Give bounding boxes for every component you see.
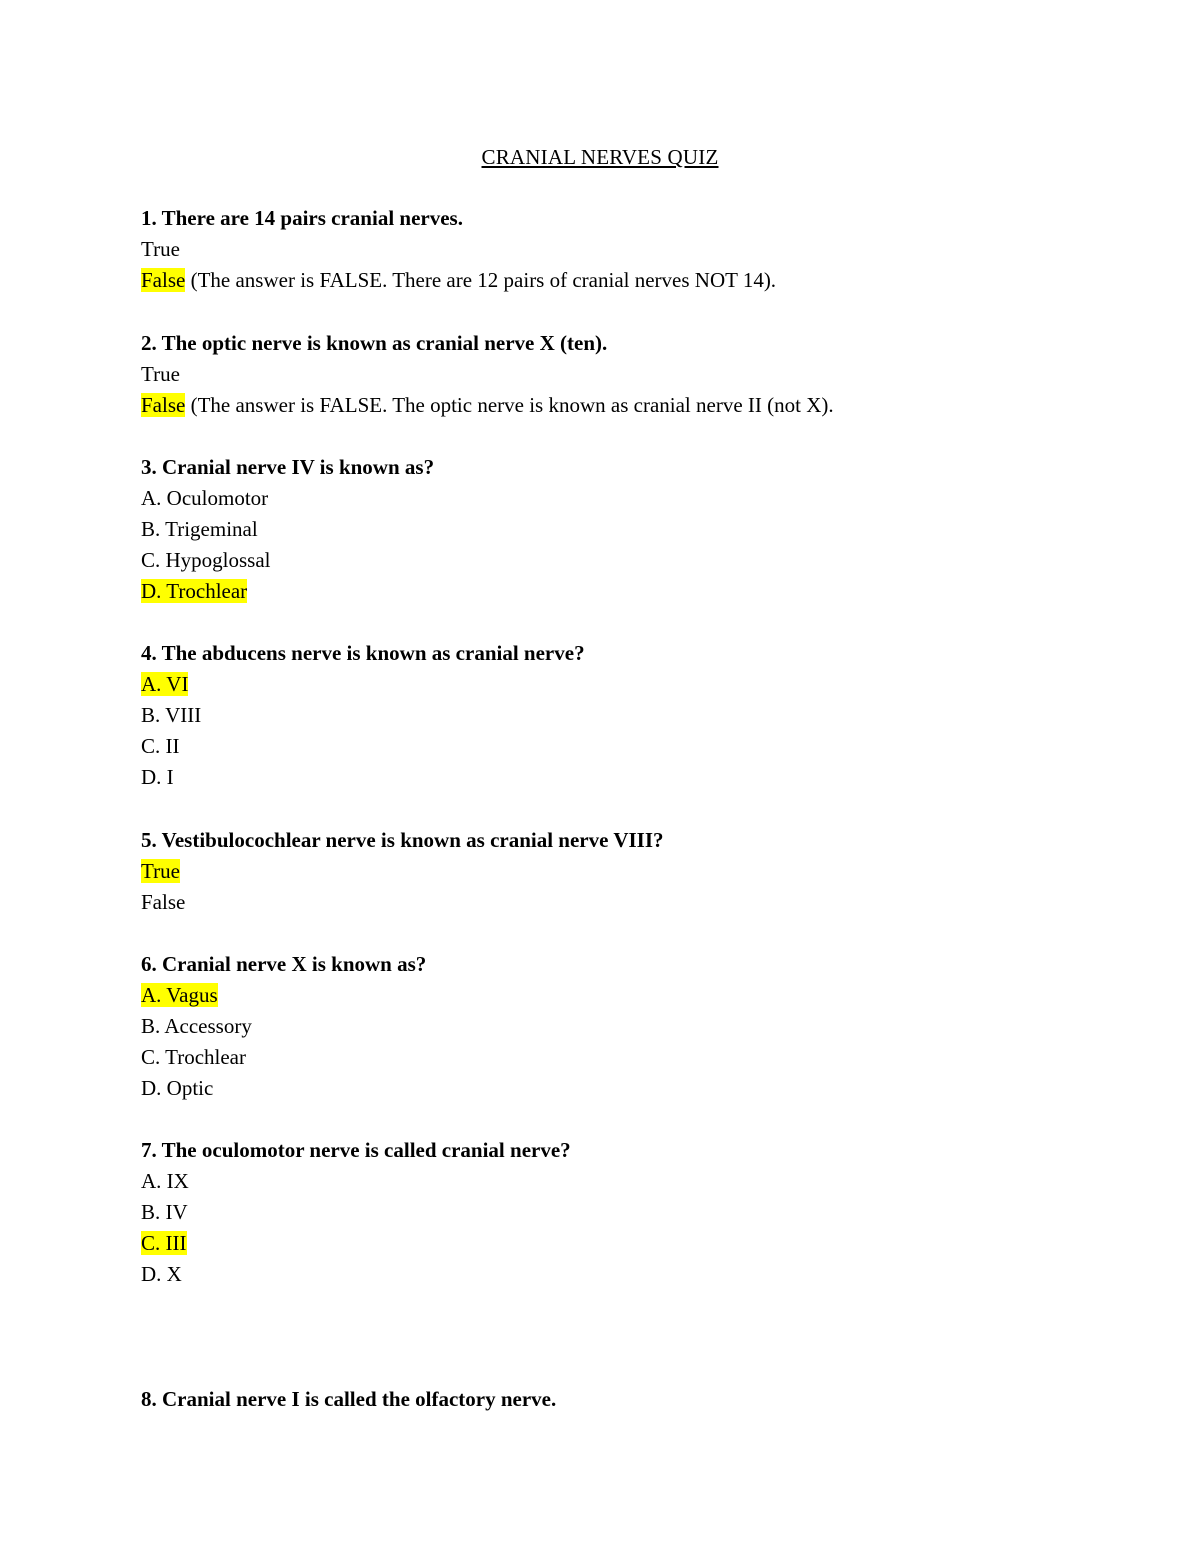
q3-option-a [141,483,268,514]
question-5: 5. Vestibulocochlear nerve is known as cranial nerve VIII? [141,828,664,852]
q6-option-c [141,1042,246,1073]
q5-option-true [141,856,180,887]
option-label: A. Oculomotor [141,486,269,510]
highlighted-answer: C. III [141,1231,187,1255]
q3-option-b [141,514,258,545]
q7-option-b [141,1197,188,1228]
option-label: B. VIII [141,703,202,727]
option-label: D. I [141,765,174,789]
question-1: 1. There are 14 pairs cranial nerves. [141,206,463,230]
answer-note: (The answer is FALSE. There are 12 pairs of cranial nerves NOT 14). [185,268,777,292]
option-label: A. IX [141,1169,189,1193]
q7-option-c [141,1228,187,1259]
highlighted-answer: False [141,268,186,292]
question-4: 4. The abducens nerve is known as cranial nerve? [141,641,585,665]
option-label: False [141,890,186,914]
q7-option-a [141,1166,189,1197]
question-8: 8. Cranial nerve I is called the olfactory nerve. [141,1387,557,1411]
highlighted-answer: A. VI [141,672,189,696]
q6-option-a [141,980,218,1011]
answer-note: (The answer is FALSE. The optic nerve is known as cranial nerve II (not X). [185,393,834,417]
question-7: 7. The oculomotor nerve is called cranial nerve? [141,1138,571,1162]
option-label: True [141,237,180,261]
option-label: C. II [141,734,180,758]
highlighted-answer: D. Trochlear [141,579,248,603]
q1-option-true [141,234,180,265]
q4-option-d [141,762,174,793]
q2-option-true [141,359,180,390]
q4-option-c [141,731,180,762]
page-title: CRANIAL NERVES QUIZ [481,145,719,169]
option-label: B. Accessory [141,1014,252,1038]
option-label: True [141,362,180,386]
question-3: 3. Cranial nerve IV is known as? [141,455,435,479]
q6-option-b [141,1011,252,1042]
q3-option-c [141,545,271,576]
q5-option-false [141,887,185,918]
highlighted-answer: A. Vagus [141,983,218,1007]
q4-option-a [141,669,188,700]
q7-option-d [141,1259,182,1290]
option-label: B. Trigeminal [141,517,258,541]
highlighted-answer: False [141,393,186,417]
option-label: B. IV [141,1200,188,1224]
q6-option-d [141,1073,213,1104]
option-label: D. X [141,1262,182,1286]
q3-option-d [141,576,247,607]
q4-option-b [141,700,201,731]
question-2: 2. The optic nerve is known as cranial nerve X (ten). [141,331,608,355]
question-6: 6. Cranial nerve X is known as? [141,952,427,976]
option-label: D. Optic [141,1076,214,1100]
q1-option-false [141,265,776,296]
q2-option-false [141,390,834,421]
highlighted-answer: True [141,859,180,883]
option-label: C. Hypoglossal [141,548,271,572]
option-label: C. Trochlear [141,1045,246,1069]
